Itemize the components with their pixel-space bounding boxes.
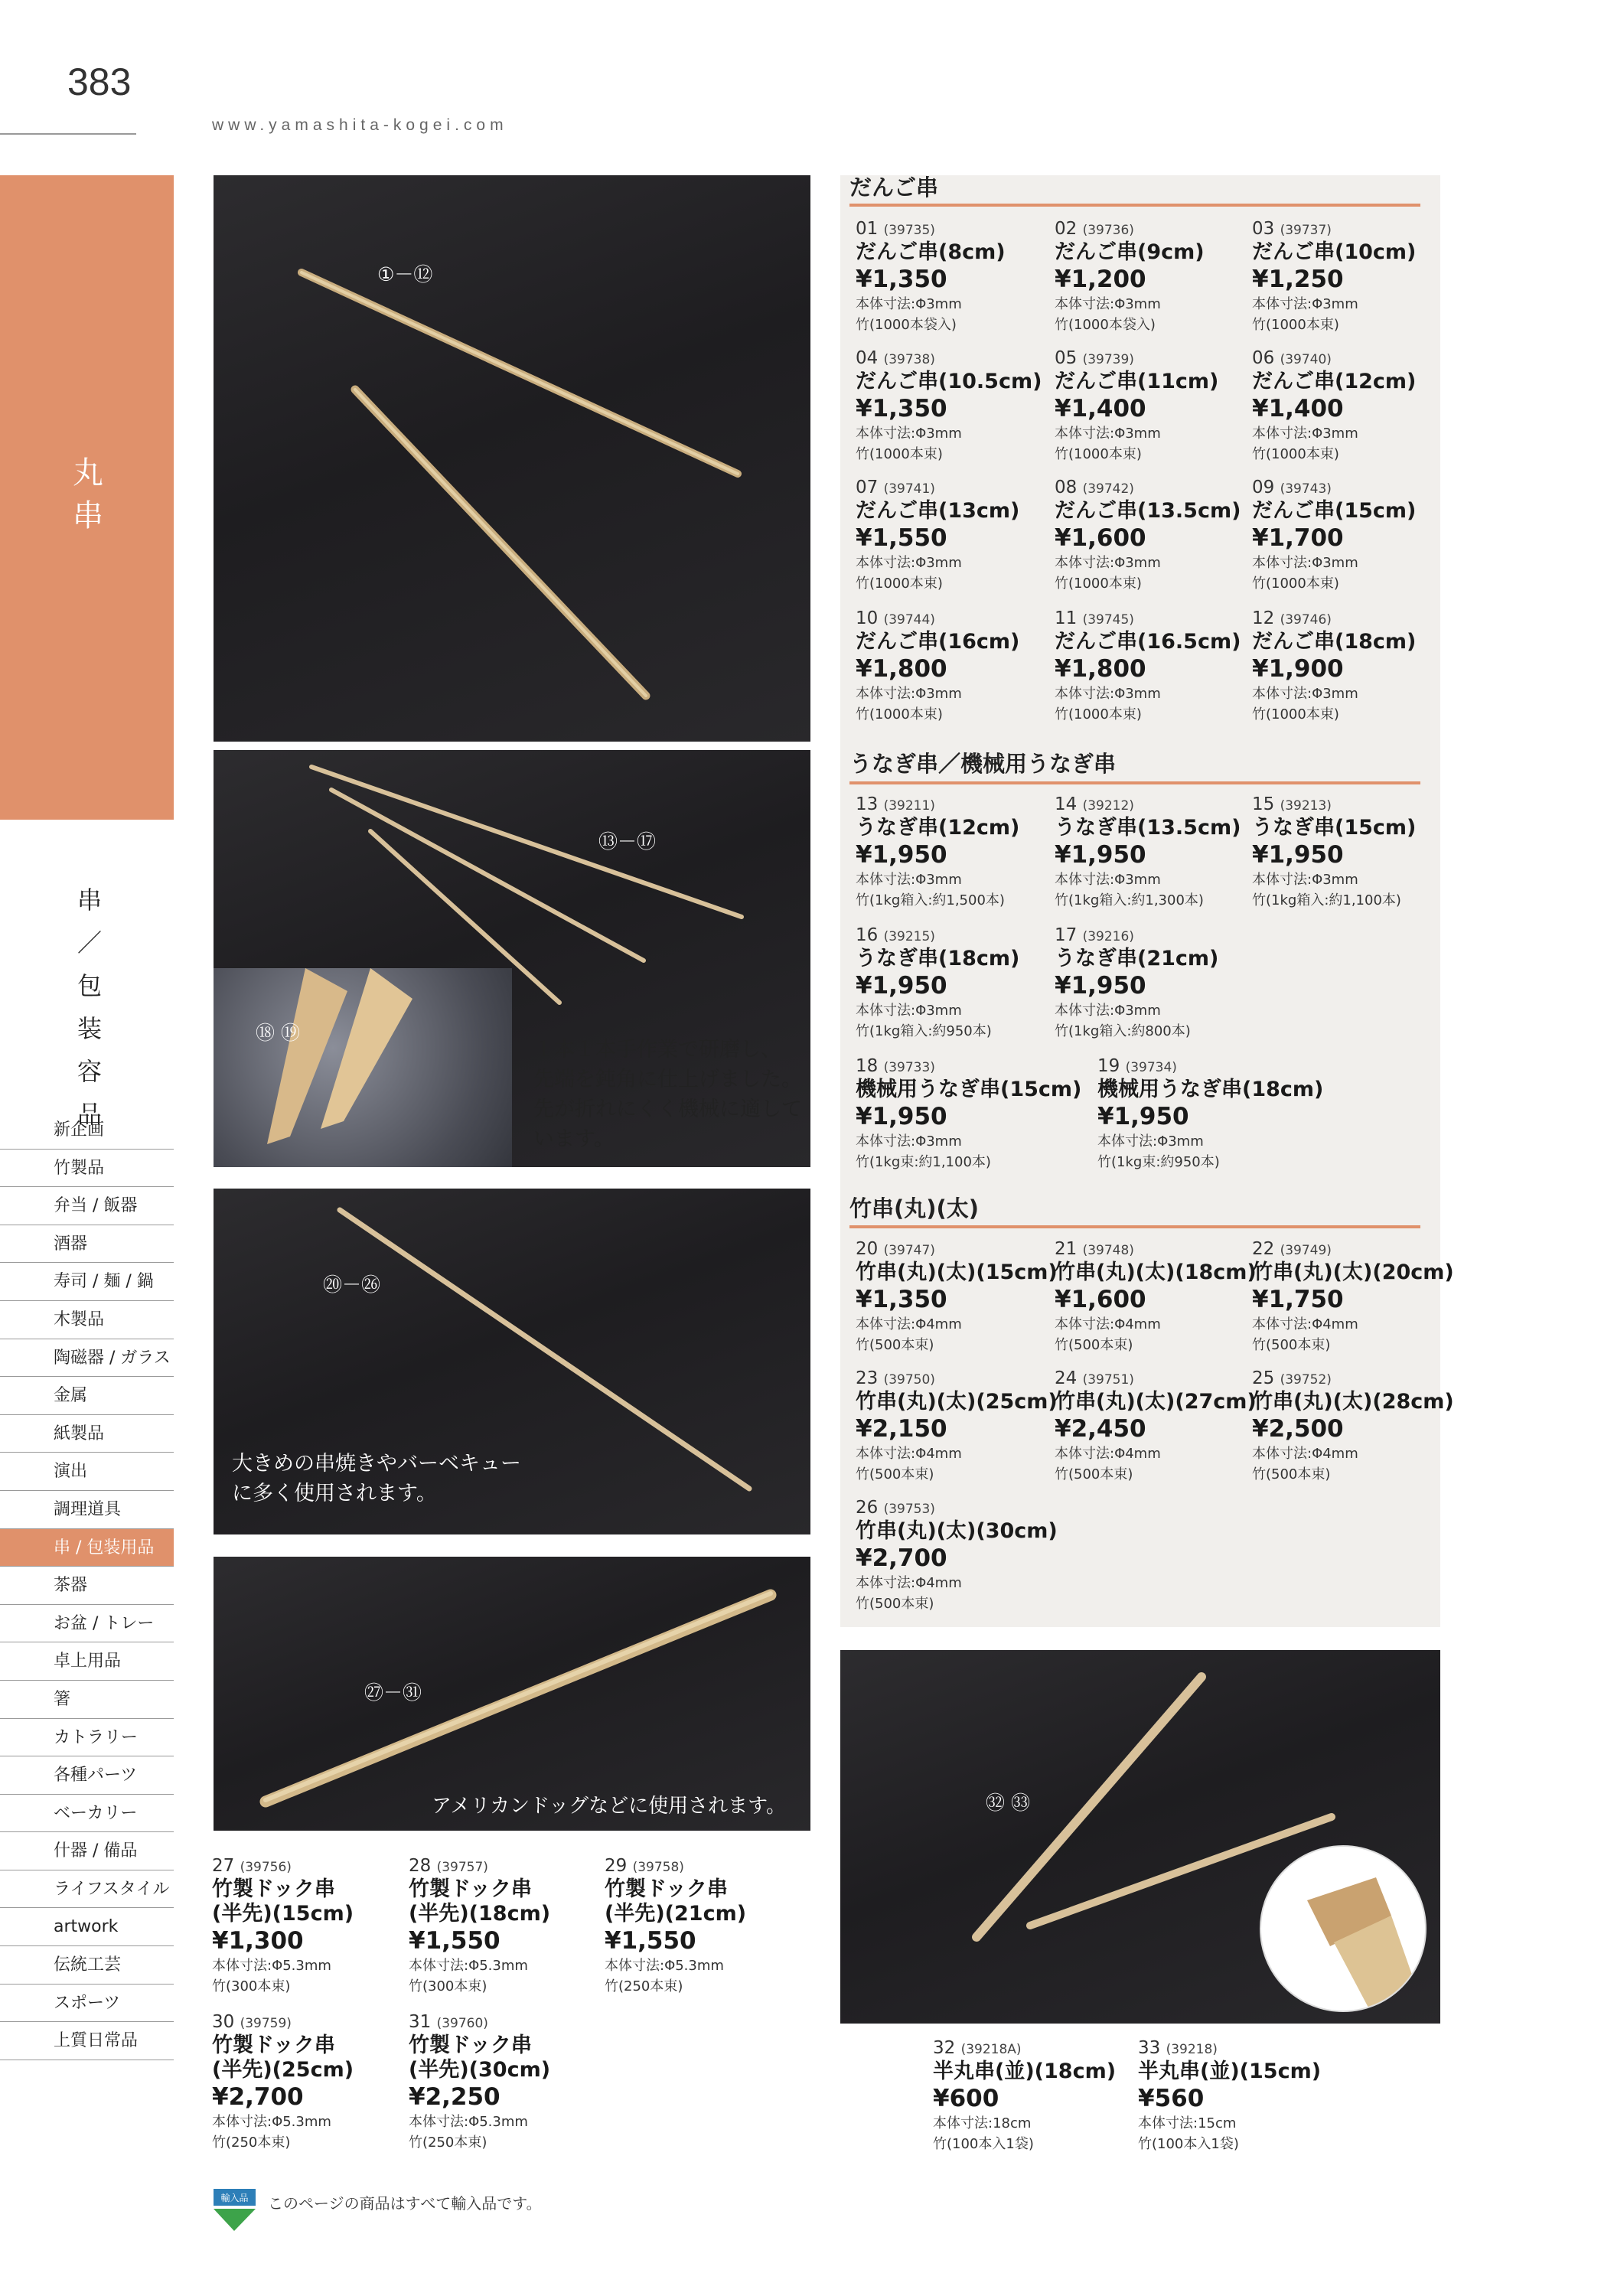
product-price: ¥1,550 xyxy=(409,1927,501,1955)
product-id: 15 (39213) xyxy=(1252,794,1332,814)
product-id: 08 (39742) xyxy=(1055,478,1134,497)
product-price: ¥1,950 xyxy=(1252,841,1344,869)
product-id: 11 (39745) xyxy=(1055,608,1134,628)
product-name: だんご串(9cm) xyxy=(1055,240,1205,264)
product-spec-pack: 竹(1kg束:約950本) xyxy=(1097,1154,1220,1170)
product-name: 竹製ドック串 xyxy=(605,1877,728,1901)
product-name: 機械用うなぎ串(15cm) xyxy=(856,1078,1082,1101)
product-item[interactable] xyxy=(1055,476,1257,594)
sidebar-nav-item[interactable]: 演出 xyxy=(0,1453,174,1491)
product-id: 10 (39744) xyxy=(856,608,935,628)
site-url[interactable]: www.yamashita-kogei.com xyxy=(212,116,508,134)
section-rule-unagi xyxy=(849,781,1420,784)
product-spec-size: 本体寸法:Φ5.3mm xyxy=(409,1958,528,1974)
product-name: 竹串(丸)(太)(28cm) xyxy=(1252,1390,1454,1414)
photo-dog xyxy=(214,1557,810,1831)
product-spec-pack: 竹(500本束) xyxy=(1055,1466,1133,1482)
product-id: 09 (39743) xyxy=(1252,478,1332,497)
product-price: ¥1,800 xyxy=(856,655,947,683)
product-spec-size: 本体寸法:Φ4mm xyxy=(856,1446,962,1462)
product-spec-size: 本体寸法:Φ5.3mm xyxy=(409,2114,528,2130)
sidebar-nav-item[interactable]: 調理道具 xyxy=(0,1491,174,1529)
product-price: ¥1,750 xyxy=(1252,1286,1344,1313)
product-spec-size: 本体寸法:15cm xyxy=(1138,2115,1237,2131)
product-spec-size: 本体寸法:Φ3mm xyxy=(856,426,962,442)
product-id: 05 (39739) xyxy=(1055,348,1134,368)
product-spec-pack: 竹(250本束) xyxy=(212,2135,291,2151)
sidebar-nav-item[interactable]: ライフスタイル xyxy=(0,1870,174,1909)
product-id: 12 (39746) xyxy=(1252,608,1332,628)
product-spec-pack: 竹(1000本束) xyxy=(1055,706,1142,722)
product-item[interactable] xyxy=(1055,924,1257,1042)
product-name: うなぎ串(18cm) xyxy=(856,947,1020,970)
product-id: 21 (39748) xyxy=(1055,1239,1134,1259)
svg-text:輸入品: 輸入品 xyxy=(220,2193,249,2203)
product-id: 22 (39749) xyxy=(1252,1239,1332,1259)
product-name: うなぎ串(13.5cm) xyxy=(1055,816,1241,840)
product-price: ¥1,350 xyxy=(856,1286,947,1313)
sidebar-nav-item[interactable]: 寿司 / 麺 / 鍋 xyxy=(0,1263,174,1301)
product-item[interactable] xyxy=(856,924,1058,1042)
product-price: ¥2,150 xyxy=(856,1415,947,1443)
product-price: ¥1,950 xyxy=(1097,1103,1189,1130)
sidebar-nav-item[interactable]: 木製品 xyxy=(0,1301,174,1339)
product-name: だんご串(18cm) xyxy=(1252,630,1417,654)
product-spec-size: 本体寸法:Φ3mm xyxy=(856,686,962,702)
header-rule xyxy=(0,133,136,135)
photo-dog-label: ㉗－㉛ xyxy=(364,1681,422,1704)
product-item[interactable] xyxy=(1055,1238,1257,1355)
product-spec-pack: 竹(500本束) xyxy=(1252,1466,1331,1482)
photo-dango-label: ①－⑫ xyxy=(377,263,433,285)
product-name-line2: (半先)(25cm) xyxy=(212,2058,354,2082)
product-item[interactable] xyxy=(409,1854,611,1997)
product-spec-size: 本体寸法:Φ3mm xyxy=(1055,1003,1161,1019)
product-spec-pack: 竹(500本束) xyxy=(1252,1337,1331,1353)
product-name: だんご串(16cm) xyxy=(856,630,1020,654)
product-spec-pack: 竹(1kg束:約1,100本) xyxy=(856,1154,991,1170)
product-price: ¥1,950 xyxy=(1055,972,1146,1000)
product-spec-size: 本体寸法:Φ5.3mm xyxy=(605,1958,724,1974)
product-price: ¥1,550 xyxy=(605,1927,696,1955)
section-title-dango: だんご串 xyxy=(849,174,939,201)
product-item[interactable] xyxy=(1055,1367,1257,1485)
product-spec-size: 本体寸法:Φ3mm xyxy=(856,1003,962,1019)
product-spec-size: 本体寸法:Φ3mm xyxy=(1252,686,1358,702)
product-price: ¥1,950 xyxy=(856,972,947,1000)
sidebar-nav-item[interactable]: 酒器 xyxy=(0,1225,174,1264)
sidebar-nav-item[interactable]: 什器 / 備品 xyxy=(0,1832,174,1870)
product-spec-size: 本体寸法:Φ3mm xyxy=(1055,872,1161,888)
product-spec-size: 本体寸法:Φ3mm xyxy=(1055,426,1161,442)
product-spec-pack: 竹(250本束) xyxy=(409,2135,487,2151)
sidebar-nav-item[interactable]: 串 / 包装用品 xyxy=(0,1529,174,1567)
product-item[interactable] xyxy=(933,2037,1136,2154)
product-item[interactable] xyxy=(856,1367,1058,1485)
product-id: 07 (39741) xyxy=(856,478,935,497)
sidebar-nav-item[interactable]: 紙製品 xyxy=(0,1415,174,1453)
product-spec-pack: 竹(1kg箱入:約950本) xyxy=(856,1023,992,1039)
product-price: ¥1,200 xyxy=(1055,266,1146,293)
product-price: ¥2,500 xyxy=(1252,1415,1344,1443)
product-price: ¥1,350 xyxy=(856,395,947,422)
product-price: ¥1,550 xyxy=(856,524,947,552)
product-spec-pack: 竹(1kg箱入:約1,300本) xyxy=(1055,892,1204,908)
photo-takegushi-caption: 大きめの串焼きやバーベキュー に多く使用されます。 xyxy=(232,1452,521,1505)
product-item[interactable] xyxy=(856,1238,1058,1355)
product-spec-size: 本体寸法:Φ4mm xyxy=(1252,1316,1358,1332)
product-spec-pack: 竹(500本束) xyxy=(856,1596,934,1612)
product-price: ¥1,950 xyxy=(856,1103,947,1130)
photo-hanmaru xyxy=(840,1650,1440,2024)
product-price: ¥1,600 xyxy=(1055,1286,1146,1313)
product-name-line2: (半先)(21cm) xyxy=(605,1902,747,1926)
product-id: 23 (39750) xyxy=(856,1368,935,1388)
photo-takegushi xyxy=(214,1189,810,1534)
product-spec-size: 本体寸法:Φ3mm xyxy=(1252,872,1358,888)
product-spec-pack: 竹(1000本袋入) xyxy=(1055,317,1156,333)
photo-hanmaru-inset xyxy=(1260,1845,1427,2012)
product-spec-pack: 竹(1kg箱入:約1,100本) xyxy=(1252,892,1401,908)
product-name: うなぎ串(15cm) xyxy=(1252,816,1417,840)
product-item[interactable] xyxy=(212,1854,415,1997)
product-item[interactable] xyxy=(1097,1055,1324,1172)
product-spec-pack: 竹(300本束) xyxy=(409,1978,487,1994)
product-id: 29 (39758) xyxy=(605,1856,684,1876)
product-id: 30 (39759) xyxy=(212,2012,292,2032)
photo-dango-image xyxy=(214,175,810,742)
sidebar-nav xyxy=(0,1111,174,2060)
product-name: だんご串(13cm) xyxy=(856,499,1020,523)
product-spec-size: 本体寸法:Φ4mm xyxy=(856,1575,962,1591)
product-id: 02 (39736) xyxy=(1055,219,1134,239)
product-spec-pack: 竹(1000本束) xyxy=(1252,446,1339,462)
product-spec-size: 本体寸法:18cm xyxy=(933,2115,1032,2131)
photo-dog-image xyxy=(214,1557,810,1831)
product-spec-size: 本体寸法:Φ3mm xyxy=(1252,555,1358,571)
product-price: ¥2,250 xyxy=(409,2083,501,2111)
sidebar-nav-item[interactable]: 伝統工芸 xyxy=(0,1946,174,1985)
product-name: 竹製ドック串 xyxy=(212,1877,335,1901)
photo-inset-tips xyxy=(214,968,512,1167)
product-spec-size: 本体寸法:Φ3mm xyxy=(1252,296,1358,312)
product-id: 26 (39753) xyxy=(856,1498,935,1518)
photo-takegushi-label: ⑳－㉖ xyxy=(323,1274,381,1296)
product-id: 01 (39735) xyxy=(856,219,935,239)
product-spec-size: 本体寸法:Φ4mm xyxy=(1055,1446,1161,1462)
section-title-unagi: うなぎ串／機械用うなぎ串 xyxy=(849,751,1117,777)
product-id: 19 (39734) xyxy=(1097,1056,1177,1076)
product-id: 03 (39737) xyxy=(1252,219,1332,239)
product-name: だんご串(8cm) xyxy=(856,240,1006,264)
product-id: 13 (39211) xyxy=(856,794,935,814)
product-item[interactable] xyxy=(1252,217,1455,335)
product-item[interactable] xyxy=(1055,347,1257,465)
sidebar-nav-item[interactable]: 新企画 xyxy=(0,1111,174,1150)
import-note: このページの商品はすべて輸入品です。 xyxy=(268,2194,542,2213)
product-price: ¥1,700 xyxy=(1252,524,1344,552)
product-item[interactable] xyxy=(856,1496,1058,1614)
product-spec-pack: 竹(1000本束) xyxy=(1055,576,1142,592)
import-badge-icon xyxy=(214,2189,256,2231)
sidebar-nav-item[interactable]: ベーカリー xyxy=(0,1795,174,1833)
product-item[interactable] xyxy=(856,793,1058,911)
product-name: だんご串(16.5cm) xyxy=(1055,630,1241,654)
sidebar-tab-label: 丸串 xyxy=(73,455,103,533)
sidebar-nav-item[interactable]: 各種パーツ xyxy=(0,1756,174,1795)
product-price: ¥1,950 xyxy=(856,841,947,869)
product-name: だんご串(10cm) xyxy=(1252,240,1417,264)
product-name: 竹串(丸)(太)(20cm) xyxy=(1252,1261,1454,1284)
product-spec-pack: 竹(1kg箱入:約800本) xyxy=(1055,1023,1191,1039)
product-name-line2: (半先)(15cm) xyxy=(212,1902,354,1926)
product-name: だんご串(10.5cm) xyxy=(856,370,1042,393)
product-item[interactable] xyxy=(1055,793,1257,911)
product-spec-size: 本体寸法:Φ3mm xyxy=(856,296,962,312)
product-spec-size: 本体寸法:Φ4mm xyxy=(856,1316,962,1332)
sidebar-category: 串／包装容品 xyxy=(77,885,102,1129)
product-name: 竹製ドック串 xyxy=(409,1877,532,1901)
product-price: ¥1,350 xyxy=(856,266,947,293)
product-spec-size: 本体寸法:Φ3mm xyxy=(1055,296,1161,312)
sidebar-nav-item[interactable]: 金属 xyxy=(0,1377,174,1415)
page-number: 383 xyxy=(67,60,132,103)
product-id: 18 (39733) xyxy=(856,1056,935,1076)
product-price: ¥1,600 xyxy=(1055,524,1146,552)
product-price: ¥1,800 xyxy=(1055,655,1146,683)
sidebar-nav-item[interactable]: 竹製品 xyxy=(0,1150,174,1188)
product-item[interactable] xyxy=(1252,1238,1455,1355)
product-item[interactable] xyxy=(1055,607,1257,725)
product-spec-size: 本体寸法:Φ4mm xyxy=(1252,1446,1358,1462)
sidebar-nav-item[interactable]: 茶器 xyxy=(0,1567,174,1605)
product-spec-pack: 竹(1000本束) xyxy=(1055,446,1142,462)
product-name: 竹串(丸)(太)(25cm) xyxy=(856,1390,1058,1414)
product-item[interactable] xyxy=(1055,217,1257,335)
product-price: ¥2,700 xyxy=(856,1544,947,1572)
product-item[interactable] xyxy=(1252,1367,1455,1485)
product-id: 27 (39756) xyxy=(212,1856,292,1876)
product-item[interactable] xyxy=(212,2011,415,2153)
product-price: ¥2,700 xyxy=(212,2083,304,2111)
sidebar-nav-item[interactable]: 上質日常品 xyxy=(0,2022,174,2060)
product-item[interactable] xyxy=(605,1854,807,1997)
product-name: 竹製ドック串 xyxy=(409,2033,532,2057)
product-price: ¥1,950 xyxy=(1055,841,1146,869)
product-name: うなぎ串(12cm) xyxy=(856,816,1020,840)
product-id: 17 (39216) xyxy=(1055,925,1134,945)
sidebar-nav-item[interactable]: スポーツ xyxy=(0,1985,174,2023)
product-id: 31 (39760) xyxy=(409,2012,488,2032)
product-name-line2: (半先)(30cm) xyxy=(409,2058,551,2082)
photo-dango xyxy=(214,175,810,742)
product-spec-pack: 竹(300本束) xyxy=(212,1978,291,1994)
product-price: ¥1,250 xyxy=(1252,266,1344,293)
product-name: 竹串(丸)(太)(30cm) xyxy=(856,1519,1058,1543)
cut-end-image xyxy=(1261,1847,1427,2012)
product-name: 竹製ドック串 xyxy=(212,2033,335,2057)
product-spec-size: 本体寸法:Φ3mm xyxy=(856,1133,962,1150)
product-price: ¥560 xyxy=(1138,2085,1205,2112)
product-spec-size: 本体寸法:Φ3mm xyxy=(1055,686,1161,702)
product-item[interactable] xyxy=(1252,347,1455,465)
product-spec-pack: 竹(100本入1袋) xyxy=(933,2136,1034,2152)
photo-unagi-caption: １本１本手作業で研磨し、 先端を鈍角に仕上げました。 先が折れにくく機械に適して います。 xyxy=(533,1038,802,1151)
product-id: 25 (39752) xyxy=(1252,1368,1332,1388)
product-spec-pack: 竹(500本束) xyxy=(856,1466,934,1482)
product-spec-size: 本体寸法:Φ4mm xyxy=(1055,1316,1161,1332)
product-name: 竹串(丸)(太)(15cm) xyxy=(856,1261,1058,1284)
product-spec-pack: 竹(1000本束) xyxy=(1252,576,1339,592)
section-rule-takegushi xyxy=(849,1225,1420,1228)
product-name: 半丸串(並)(15cm) xyxy=(1138,2060,1322,2083)
sidebar-nav-item[interactable]: 弁当 / 飯器 xyxy=(0,1187,174,1225)
photo-unagi-inset xyxy=(214,968,512,1167)
product-item[interactable] xyxy=(1252,607,1455,725)
product-name: だんご串(13.5cm) xyxy=(1055,499,1241,523)
product-spec-size: 本体寸法:Φ5.3mm xyxy=(212,2114,331,2130)
product-item[interactable] xyxy=(856,1055,1082,1172)
product-name-line2: (半先)(18cm) xyxy=(409,1902,551,1926)
product-spec-pack: 竹(1000本束) xyxy=(856,446,943,462)
product-id: 33 (39218) xyxy=(1138,2038,1218,2058)
product-spec-pack: 竹(1kg箱入:約1,500本) xyxy=(856,892,1005,908)
product-id: 32 (39218A) xyxy=(933,2038,1022,2058)
product-spec-size: 本体寸法:Φ5.3mm xyxy=(212,1958,331,1974)
product-item[interactable] xyxy=(856,476,1058,594)
product-item[interactable] xyxy=(409,2011,611,2153)
sidebar-nav-item[interactable]: 陶磁器 / ガラス xyxy=(0,1339,174,1378)
product-spec-pack: 竹(1000本束) xyxy=(1252,706,1339,722)
product-price: ¥1,300 xyxy=(212,1927,304,1955)
sidebar-nav-item[interactable]: カトラリー xyxy=(0,1719,174,1757)
product-spec-pack: 竹(1000本束) xyxy=(856,576,943,592)
product-id: 16 (39215) xyxy=(856,925,935,945)
sidebar-nav-item[interactable]: お盆 / トレー xyxy=(0,1605,174,1643)
photo-hanmaru-label: ㉜ ㉝ xyxy=(986,1792,1030,1814)
product-price: ¥2,450 xyxy=(1055,1415,1146,1443)
product-spec-size: 本体寸法:Φ3mm xyxy=(1252,426,1358,442)
product-name: 竹串(丸)(太)(27cm) xyxy=(1055,1390,1257,1414)
product-spec-pack: 竹(1000本袋入) xyxy=(856,317,957,333)
product-name: 半丸串(並)(18cm) xyxy=(933,2060,1117,2083)
product-id: 24 (39751) xyxy=(1055,1368,1134,1388)
product-spec-size: 本体寸法:Φ3mm xyxy=(856,872,962,888)
product-id: 28 (39757) xyxy=(409,1856,488,1876)
product-item[interactable] xyxy=(856,217,1058,335)
product-name: だんご串(11cm) xyxy=(1055,370,1219,393)
section-title-takegushi: 竹串(丸)(太) xyxy=(849,1192,979,1223)
photo-unagi-label: ⑬－⑰ xyxy=(598,830,657,853)
product-price: ¥1,400 xyxy=(1252,395,1344,422)
product-spec-pack: 竹(1000本束) xyxy=(856,706,943,722)
product-id: 06 (39740) xyxy=(1252,348,1332,368)
product-name: だんご串(15cm) xyxy=(1252,499,1417,523)
product-price: ¥600 xyxy=(933,2085,999,2112)
product-spec-size: 本体寸法:Φ3mm xyxy=(856,555,962,571)
product-item[interactable] xyxy=(1252,793,1455,911)
product-spec-size: 本体寸法:Φ3mm xyxy=(1055,555,1161,571)
product-price: ¥1,900 xyxy=(1252,655,1344,683)
photo-inset-label: ⑱ ⑲ xyxy=(256,1022,300,1044)
product-spec-pack: 竹(100本入1袋) xyxy=(1138,2136,1239,2152)
product-item[interactable] xyxy=(1252,476,1455,594)
product-spec-pack: 竹(1000本束) xyxy=(1252,317,1339,333)
product-name: 機械用うなぎ串(18cm) xyxy=(1097,1078,1324,1101)
sidebar-nav-item[interactable]: 箸 xyxy=(0,1681,174,1719)
product-item[interactable] xyxy=(856,347,1058,465)
section-rule-dango xyxy=(849,204,1420,207)
sidebar-nav-item[interactable]: 卓上用品 xyxy=(0,1642,174,1681)
product-spec-pack: 竹(500本束) xyxy=(1055,1337,1133,1353)
sidebar-nav-item[interactable]: artwork xyxy=(0,1908,174,1946)
product-spec-pack: 竹(250本束) xyxy=(605,1978,683,1994)
product-name: だんご串(12cm) xyxy=(1252,370,1417,393)
product-price: ¥1,400 xyxy=(1055,395,1146,422)
product-spec-pack: 竹(500本束) xyxy=(856,1337,934,1353)
product-item[interactable] xyxy=(1138,2037,1341,2154)
product-id: 20 (39747) xyxy=(856,1239,935,1259)
product-name: うなぎ串(21cm) xyxy=(1055,947,1219,970)
product-id: 04 (39738) xyxy=(856,348,935,368)
product-spec-size: 本体寸法:Φ3mm xyxy=(1097,1133,1204,1150)
product-name: 竹串(丸)(太)(18cm) xyxy=(1055,1261,1257,1284)
product-item[interactable] xyxy=(856,607,1058,725)
photo-dog-caption: アメリカンドッグなどに使用されます。 xyxy=(432,1795,787,1818)
product-id: 14 (39212) xyxy=(1055,794,1134,814)
